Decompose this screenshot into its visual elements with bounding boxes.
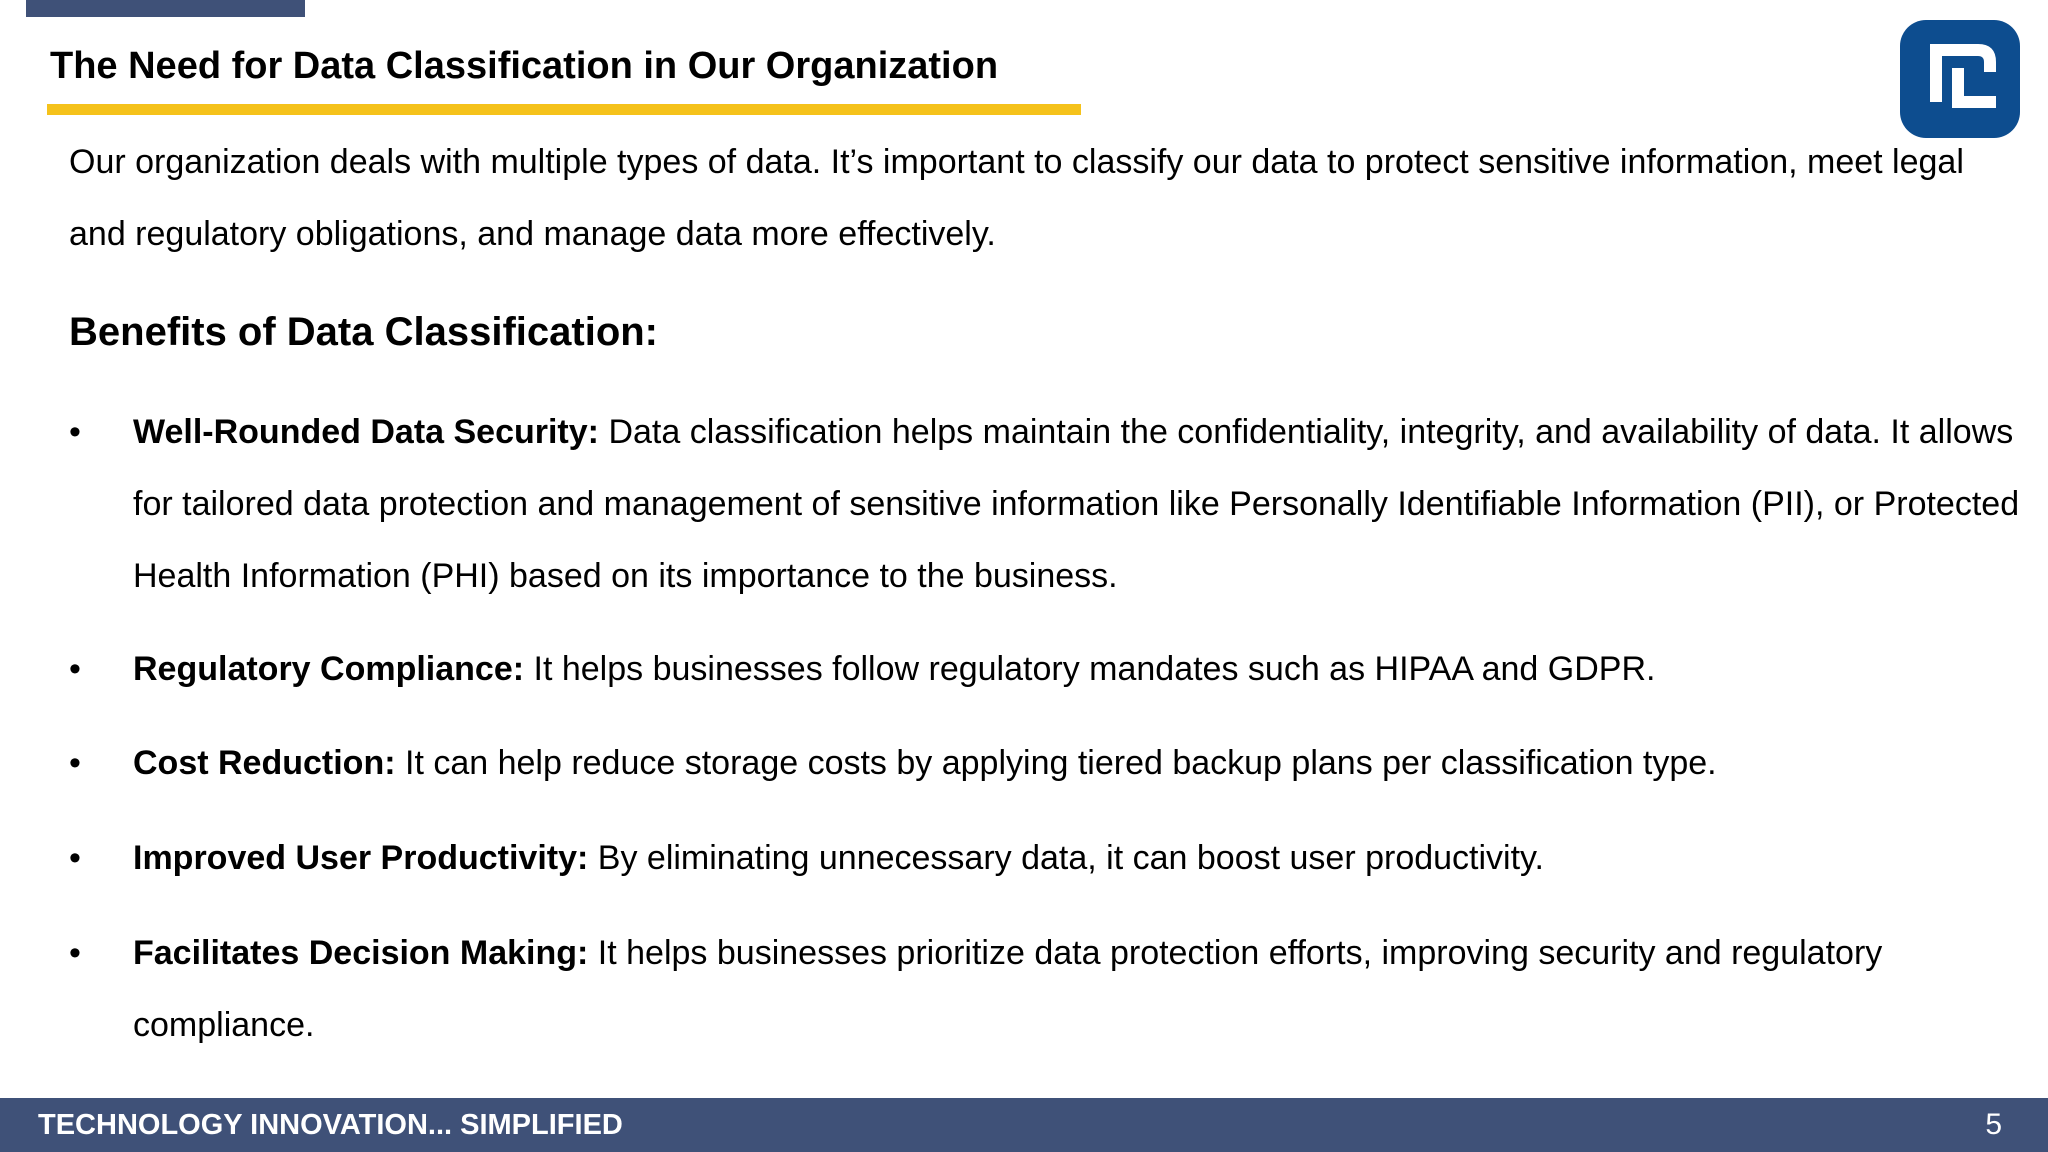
benefit-text [133,917,2033,1061]
footer-tagline: TECHNOLOGY INNOVATION... SIMPLIFIED [38,1109,623,1141]
bullet-icon: • [69,413,81,451]
benefit-text [133,633,2033,705]
bullet-icon: • [69,934,81,972]
benefit-text [133,396,2033,612]
intro-paragraph: Our organization deals with multiple types of data. It’s important to classify our data to protect sensitive information, meet legal and regulatory obligations, and manage data more effectively. [69,143,1964,253]
benefit-description: It can help reduce storage costs by applying tiered backup plans per classification type. [395,744,1717,782]
benefit-term: Improved User Productivity: [133,839,589,877]
bullet-icon: • [69,650,81,688]
title-underline [47,104,1081,115]
benefit-text [133,727,2033,799]
benefit-term: Facilitates Decision Making: [133,934,589,972]
bullet-icon: • [69,839,81,877]
benefit-term: Cost Reduction: [133,744,396,782]
top-accent-bar [26,0,305,17]
benefit-description: It helps businesses prioritize data protection efforts, improving security and regulatory compliance. [133,934,1883,1044]
benefit-term: Well-Rounded Data Security: [133,413,599,451]
benefit-term: Regulatory Compliance: [133,650,525,688]
benefit-description: By eliminating unnecessary data, it can boost user productivity. [588,839,1544,877]
benefit-description: Data classification helps maintain the confidentiality, integrity, and availability of data. It allows for tailored data protection and management of sensitive information like Personally Identifiable Information (PII), or Protected Health Information (PHI) based on its importance to the business. [133,413,2020,595]
benefit-description: It helps businesses follow regulatory mandates such as HIPAA and GDPR. [524,650,1656,688]
slide-title: The Need for Data Classification in Our Organization [50,45,999,87]
bullet-icon: • [69,744,81,782]
company-logo-icon [1900,20,2020,138]
page-number: 5 [1985,1108,2002,1141]
footer-bar [0,1098,2048,1152]
benefit-text [133,822,2033,894]
benefits-heading: Benefits of Data Classification: [69,310,659,354]
